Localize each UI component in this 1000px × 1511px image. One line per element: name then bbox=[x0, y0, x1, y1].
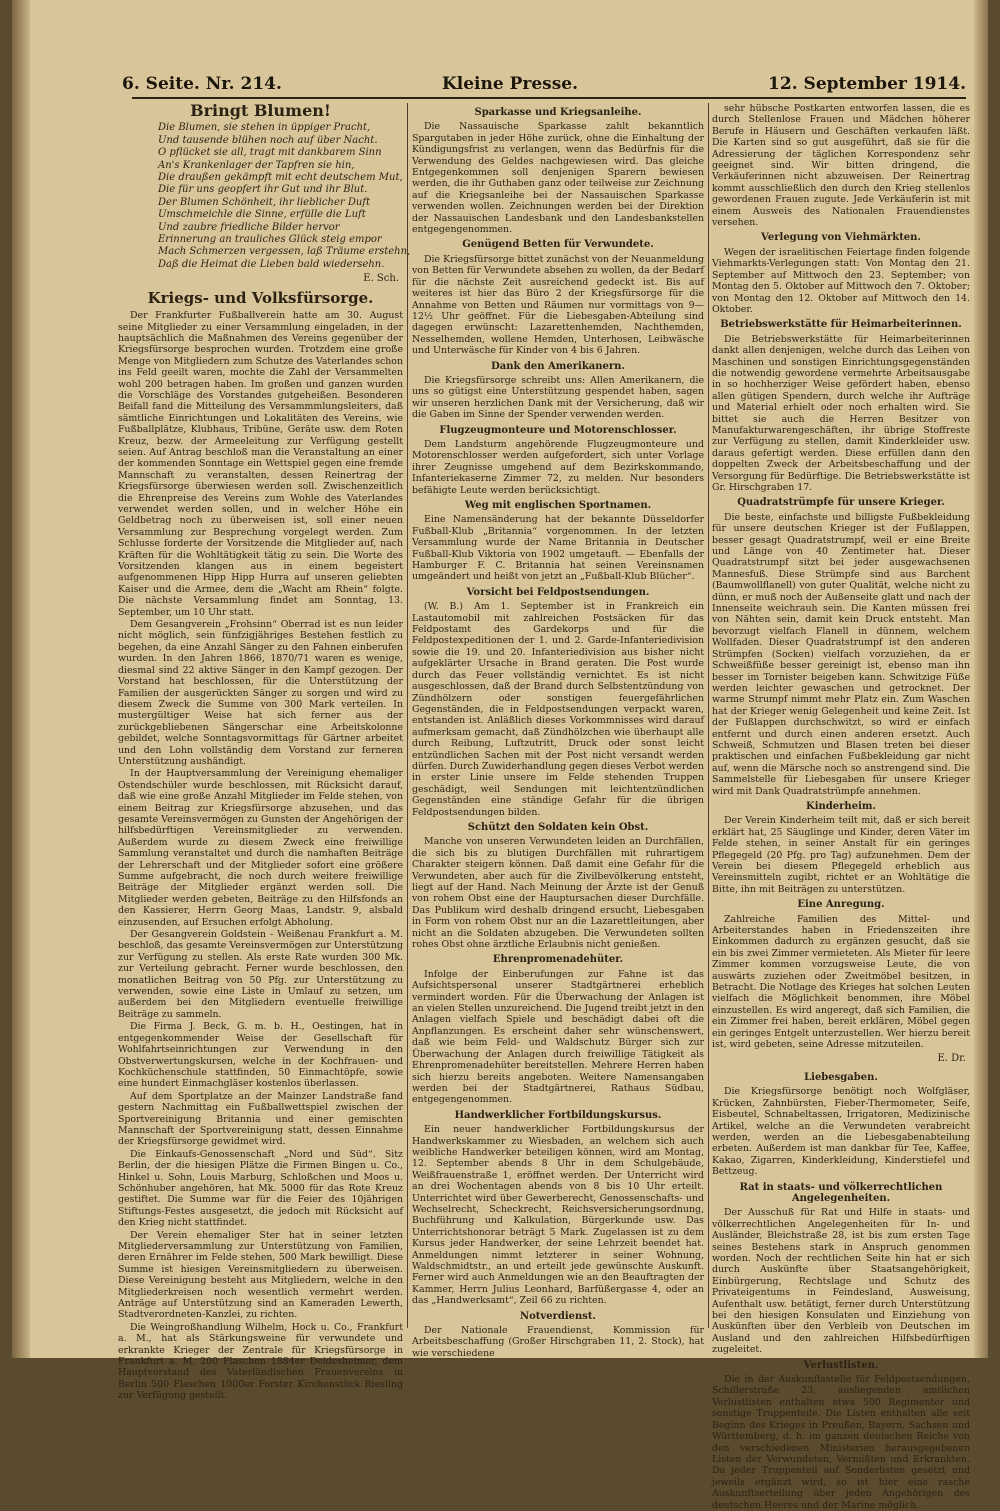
article-paragraph: Manche von unseren Verwundeten leiden an Durchfällen, die sich bis zu blutigen Durchfällen mit ruhrartigem Charakter steigern können. Daß damit eine Gefahr für die Verwundeten, aber auch für die Zivilbevölkerung entsteht, liegt auf der Hand. Nach Meinung der Ärzte ist der Genuß von rohem Obst eine der Hauptursachen dieser Durchfälle. Das Publikum wird deshalb dringend ersucht, Liebesgaben in Form von rohem Obst nur an die Lazarettleitungen, aber nicht an die Soldaten abzugeben. Die Verwundeten sollten rohes Obst ohne ärztliche Erlaubnis nicht genießen. bbox=[412, 836, 704, 951]
article-heading: Vorsicht bei Feldpostsendungen. bbox=[466, 586, 650, 598]
article-paragraph: Die Weingroßhandlung Wilhelm, Hock u. Co., Frankfurt a. M., hat als Stärkungsweine für verwundete und erkrankte Krieger der Zentrale für Kriegsfürsorge in Frankfurt a. M. 200 Flaschen 1884er Deidesheimer, dem Hauptvorstand des Vaterländischen Frauenvereins in Berlin 500 Flaschen 1900er Forster Kirchenstück Riesling zur Verfügung gestellt. bbox=[118, 1321, 403, 1402]
article-paragraph: Die Einkaufs-Genossenschaft „Nord und Süd“. Sitz Berlin, der die hiesigen Plätze die Firmen Bingen u. Co., Hinkel u. Sohn, Louis Marburg, Schloßchen und Moos u. Schönhuber angehören, hat Mk. 5000 für das Rote Kreuz gestiftet. Die Summe war für die Feier des 10jährigen Stiftungs-Festes ausgesetzt, die jedoch mit Rücksicht auf den Krieg nicht stattfindet. bbox=[118, 1148, 403, 1229]
poem-line: Mach Schmerzen vergessen, laß Träume erstehn, bbox=[158, 246, 411, 258]
poem-line: Umschmeichle die Sinne, erfülle die Luft bbox=[158, 209, 366, 221]
poem-line: An's Krankenlager der Tapfren sie hin, bbox=[158, 159, 355, 171]
article-signature: E. Dr. bbox=[937, 1052, 966, 1064]
binding-edge-left bbox=[12, 0, 30, 1358]
article-paragraph: Dem Landsturm angehörende Flugzeugmonteure und Motorenschlosser werden aufgefordert, sich unter Vorlage ihrer Zeugnisse umgehend auf dem Bezirkskommando, Infanteriekaserne Zimmer 72, zu melden. Nur besonders befähigte Leute werden berücksichtigt. bbox=[412, 438, 704, 496]
article-heading: Quadratstrümpfe für unsere Krieger. bbox=[737, 497, 945, 509]
article-heading: Notverdienst. bbox=[519, 1310, 597, 1322]
article-paragraph: Der Ausschuß für Rat und Hilfe in staats- und völkerrechtlichen Angelegenheiten für In- und Ausländer, Bleichstraße 28, ist bis zum ersten Tage seines Bestehens stark in Anspruch genommen worden. Noch der rechtlichen Seite hin hat er sich durch Auskünfte über Staatsangehörigkeit, Einbürgerung, Rechtslage und Schutz des Privateigentums in Feindesland, Ausweisung, Aufenthalt usw. betätigt, ferner durch Unterstützung bei den hiesigen Konsulaten und Einziehung von Auskünften über den Verbleib von Deutschen im Ausland und den zahlreichen Hilfsbedürftigen zugeleitet. bbox=[712, 1207, 970, 1356]
article-heading: Eine Anregung. bbox=[797, 899, 885, 911]
poem-line: Und tausende blühen noch auf über Nacht. bbox=[158, 134, 378, 146]
article-paragraph: Die Firma J. Beck, G. m. b. H., Oestingen, hat in entgegenkommender Weise der Gesellschaft für Wohlfahrtseinrichtungen zur Verwendung in den Obstverwertungskursen, welche in der Kochfrauen- und Kochküchenschule stattfinden, 50 Einmachtöpfe, sowie eine hundert Einmachgläser kostenlos überlassen. bbox=[118, 1021, 403, 1090]
poem-line: Daß die Heimat die Lieben bald wiedersehn. bbox=[158, 258, 385, 270]
article-heading: Kinderheim. bbox=[806, 800, 876, 812]
page-header bbox=[42, 74, 966, 96]
article-paragraph: Die Betriebswerkstätte für Heimarbeiterinnen dankt allen denjenigen, welche durch das Leihen von Maschinen und sonstigen Einrichtungsgegenständen die notwendig gewordene vermehrte Arbeitsausgabe in so hochherziger Weise gefördert haben, ebenso allen gütigen Spendern, durch welche ihr Aufträge und Material erhielt oder noch erhalten wird. Sie bittet sie auch die Herren Besitzer von Manufakturwarengeschäften, ihr übrige Stoffreste zur Verfügung zu stellen, damit Kinderkleider usw. daraus gefertigt werden. Diese erfüllen dann den doppelten Zweck der Arbeitsbeschaffung und der Versorgung für Bedürftige. Die Betriebswerkstätte ist Gr. Hirschgraben 17. bbox=[712, 333, 970, 493]
article-heading: Ehrenpromenadehüter. bbox=[492, 954, 624, 966]
binding-edge-right bbox=[974, 0, 988, 1358]
poem-line: Und zaubre friedliche Bilder hervor bbox=[158, 221, 340, 233]
article-heading: Dank den Amerikanern. bbox=[491, 360, 625, 372]
article-heading: Schützt den Soldaten kein Obst. bbox=[467, 821, 649, 833]
article-heading: Handwerklicher Fortbildungskursus. bbox=[454, 1109, 662, 1121]
poem bbox=[118, 122, 411, 271]
article-heading: Rat in staats- und völkerrechtlichen Angelegenheiten. bbox=[739, 1181, 943, 1204]
article-heading: Sparkasse und Kriegsanleihe. bbox=[474, 107, 642, 118]
section-title: Kriegs- und Volksfürsorge. bbox=[147, 288, 374, 307]
article-paragraph: Die beste, einfachste und billigste Fußbekleidung für unsere deutschen Krieger ist der Fußlappen, besser gesagt Quadratstrumpf, weil er eine Breite und Länge von 40 Zentimeter hat. Dieser Quadratstrumpf sitzt bei jeder ausgewachsenen Mannesfuß. Diese Strümpfe sind aus Barchent (Baumwollflanell) von guter Qualität, welche nicht zu dünn, er muß noch der Außenseite glatt und nach der Innenseite weichrauh sein. Die Kanten müssen frei von Nähten sein, damit kein Druck entsteht. Man bevorzugt vielfach Flanell in dünnem, welchem Wollfaden. Dieser Quadratstrumpf ist den anderen Strümpfen (Socken) vielfach vorzuziehen, da er Schweißfüße besser gereinigt ist, ebenso man ihn besser im Tornister beigeben kann. Schwitzige Füße werden leichter gewaschen und getrocknet. Der warme Strumpf nimmt mehr Platz ein. Zum Waschen hat der Krieger wenig Gelegenheit und keine Zeit. Ist der Fußlappen durchschwitzt, so wird er einfach entfernt und durch einen anderen ersetzt. Auch Schweiß, Schmutzen und Blasen treten bei dieser praktischen und einfachen Fußbekleidung gar nicht auf, wenn die Märsche noch so anstrengend sind. Die Sammelstelle für Liebesgaben für unsere Krieger wird mit Dank Quadratstrümpfe annehmen. bbox=[712, 511, 970, 797]
column-middle bbox=[412, 103, 704, 1359]
masthead: Kleine Presse. bbox=[442, 74, 579, 94]
article-heading: Verlustlisten. bbox=[803, 1359, 879, 1371]
article-paragraph: Der Gesangverein Goldstein - Weißenau Frankfurt a. M. beschloß, das gesamte Vereinsvermögen zur Unterstützung zur Verfügung zu stellen. Als erste Rate wurden 300 Mk. zur Verteilung gebracht. Ferner wurde beschlossen, den monatlichen Beitrag von 50 Pfg. zur Unterstützung zu verwenden, sowie eine Liste in Umlauf zu setzen, um außerdem bei den Mitgliedern eventuelle freiwillige Beiträge zu sammeln. bbox=[118, 929, 403, 1020]
article-heading: Liebesgaben. bbox=[804, 1071, 878, 1083]
column-right bbox=[712, 103, 970, 1511]
poem-title: Bringt Blumen! bbox=[190, 101, 331, 120]
article-paragraph: Auf dem Sportplatze an der Mainzer Landstraße fand gestern Nachmittag ein Fußballwettspiel zwischen der Sportvereinigung Britannia und einer gemischten Mannschaft der Sportvereinigung statt, dessen Einnahme der Kriegsfürsorge gewidmet wird. bbox=[118, 1090, 403, 1148]
article-heading: Weg mit englischen Sportnamen. bbox=[464, 500, 652, 511]
poem-line: Erinnerung an trauliches Glück steig empor bbox=[158, 234, 382, 246]
page-number: 6. Seite. Nr. 214. bbox=[122, 74, 282, 94]
article-paragraph: Eine Namensänderung hat der bekannte Düsseldorfer Fußball-Klub „Britannia“ vorgenommen. In der letzten Versammlung wurde der Name Britannia in Deutscher Fußball-Klub Viktoria von 1902 umgetauft. — Ebenfalls der Hamburger F. C. Britannia hat seinen Vereinsnamen umgeändert und heißt von jetzt an „Fußball-Klub Blücher“. bbox=[412, 514, 704, 583]
article-paragraph: Die Kriegsfürsorge bittet zunächst von der Neuanmeldung von Betten für Verwundete absehen zu wollen, da der Bedarf für die nächste Zeit ausreichend gedeckt ist. Bis auf weiteres ist hier das Büro 2 der Kriegsfürsorge für die Annahme von Betten und Räumen nur vormittags von 9—12½ Uhr geöffnet. Für die Liebesgaben-Abteilung sind dagegen erwünscht: Lazarettenhemden, Nachthemden, Nesselhemden, wollene Hemden, Unterhosen, Leibwäsche und Unterwäsche für Kinder von 4 bis 6 Jahren. bbox=[412, 253, 704, 357]
poem-line: Die draußen gekämpft mit echt deutschem Mut, bbox=[158, 172, 403, 184]
article-paragraph: Infolge der Einberufungen zur Fahne ist das Aufsichtspersonal unserer Stadtgärtnerei erheblich vermindert worden. Für die Überwachung der Anlagen ist an vielen Stellen unzureichend. Die Jugend treibt jetzt in den Anlagen vielfach Spiele und beschädigt dabei oft die Anpflanzungen. Es erscheint daher sehr wünschenswert, daß wie beim Feld- und Waldschutz Bürger sich zur Überwachung der Anlagen durch freiwillige Tätigkeit als Ehrenpromenadehüter bereitstellen. Mehrere Herren haben sich hierzu bereits angeboten. Weitere Namensangaben werden bei der Stadtgärtnerei, Rathaus Südbau, entgegengenommen. bbox=[412, 968, 704, 1106]
article-paragraph: Die in der Auskunftsstelle für Feldpostsendungen, Schillerstraße 23, ausliegenden amtlichen Verlustlisten enthalten etwa 500 Regimenter und sonstige Truppenteile. Die Listen enthalten alle seit Beginn des Krieges in Preußen, Bayern, Sachsen und Württemberg, d. h. im ganzen deutschen Reiche von den verschiedenen Ministerien herausgegebenen Listen der Verwundeten, Vermißten und Erkrankten. Da jeder Truppenteil auf Sonderlisten gesetzt und jeweils ergänzt wird, so ist hier eine rasche Auskunftserteilung über jeden Angehörigen des deutschen Heeres und der Marine möglich. bbox=[712, 1374, 970, 1511]
article-paragraph: Die Kriegsfürsorge schreibt uns: Allen Amerikanern, die uns so gütigst eine Unterstützung gespendet haben, sagen wir unseren herzlichen Dank mit der Versicherung, daß wir die Gaben im Sinne der Spender verwenden werden. bbox=[412, 374, 704, 421]
column-divider bbox=[407, 103, 408, 1328]
poem-line: Der Blumen Schönheit, ihr lieblicher Duft bbox=[158, 196, 370, 208]
poem-line: Die für uns geopfert ihr Gut und ihr Blut. bbox=[158, 184, 368, 196]
poem-line: Die Blumen, sie stehen in üppiger Pracht, bbox=[158, 122, 371, 134]
article-paragraph: Der Verein ehemaliger Ster hat in seiner letzten Mitgliederversammlung zur Unterstützung von Familien, deren Ernährer im Felde stehen, 500 Mark bewilligt. Diese Summe ist hiesigen Vereinsmitgliedern zu überweisen. Diese Vereinigung besteht aus Mitgliedern, welche in den Mitgliederkreisen noch wesentlich vermehrt werden. Anträge auf Unterstützung sind an Kameraden Lewerth, Stadtverordneten-Kanzlei, zu richten. bbox=[118, 1229, 403, 1321]
article-heading: Verlegung von Viehmärkten. bbox=[761, 232, 921, 244]
column-left bbox=[118, 101, 411, 1402]
article-paragraph: Dem Gesangverein „Frohsinn“ Oberrad ist es nun leider nicht möglich, sein fünfzigjähriges Bestehen festlich zu begehen, da eine Anzahl Sänger zu den Fahnen einberufen wurden. In den Jahren 1866, 1870/71 waren es wenige, diesmal sind 22 aktive Sänger in den Kampf gezogen. Der Vorstand hat beschlossen, für die Unterstützung der Familien der ausgerückten Sänger zu sorgen und wird zu diesem Zweck die Summe von 300 Mark verteilen. In mustergültiger Weise hat sich ferner aus der zurückgebliebenen Sängerschar eine Arbeitskolonne gebildet, welche Sonntagsvormittags für Gärtner arbeitet und den Lohn vollständig dem Vorstand zur ferneren Unterstützung aushändigt. bbox=[118, 619, 403, 767]
newspaper-page bbox=[12, 0, 988, 1511]
article-paragraph: Der Frankfurter Fußballverein hatte am 30. August seine Mitglieder zu einer Versammlung eingeladen, in der hauptsächlich die Maßnahmen des Vereins gegenüber der Kriegsfürsorge besprochen wurden. Trotzdem eine große Menge von Mitgliedern zum Schutze des Vaterlandes schon ins Feld geeilt waren, mochte die Zahl der Versammelten wohl 200 betragen haben. Im großen und ganzen wurden die Vorschläge des Vorstandes gutgeheißen. Besonderen Beifall fand die Mitteilung des Versammmlungsleiters, daß sämtliche Einrichtungen und Lokalitäten des Vereins, wie Fußballplätze, Klubhaus, Tribüne, Geräte usw. dem Roten Kreuz, bezw. der Armeeleitung zur Verfügung gestellt seien. Auf Antrag beschloß man die Veranstaltung an einer der kommenden Sonntage ein Wettspiel gegen eine fremde Mannschaft zu veranstalten, dessen Reinertrag der Kriegsfürsorge überwiesen werden soll. Zwischenzeitlich die Ehrenpreise des Vereins zum Wohle des Vaterlandes verwendet werden sollen, und in welcher Höhe ein Geldbetrag noch zu überweisen ist, soll einer neuen Versammlung zur Besprechung vorgelegt werden. Zum Schlusse forderte der Vorsitzende die Mitglieder auf, nach Kräften für die Wohltätigkeit tätig zu sein. Die Worte des Vorsitzenden klangen aus in einem begeistert aufgenommenen Hipp Hipp Hurra auf unseren geliebten Kaiser und die Armee, dem die „Wacht am Rhein“ folgte. Die nächste Versammlung findet am Sonntag, 13. September, um 10 Uhr statt. bbox=[118, 310, 403, 618]
article-paragraph: Der Verein Kinderheim teilt mit, daß er sich bereit erklärt hat, 25 Säuglinge und Kinder, deren Väter im Felde stehen, in seiner Anstalt für ein geringes Pflegegeld (20 Pfg. pro Tag) aufzunehmen. Dem der Verein bei diesem Pflegegeld erheblich aus Vereinsmitteln zugibt, richtet er an Wohltätige die Bitte, ihn mit Beiträgen zu unterstützen. bbox=[712, 815, 970, 895]
article-paragraph: Ein neuer handwerklicher Fortbildungskursus der Handwerkskammer zu Wiesbaden, an welchem sich auch weibliche Handwerker beteiligen können, wird am Montag, 12. September abends 8 Uhr in dem Schulgebäude, Weißfrauenstraße 1, eröffnet werden. Der Unterricht wird an drei Wochentagen abends von 8 bis 10 Uhr erteilt. Unterrichtet wird über Gewerberecht, Genossenschafts- und Wechselrecht, Scheckrecht, Reichsversicherungsordnung, Buchführung und Kalkulation, Bürgerkunde usw. Das Unterrichtshonorar beträgt 5 Mark. Zugelassen ist zu dem Kursus jeder Handwerker, der seine Lehrzeit beendet hat. Anmeldungen nimmt letzterer in seiner Wohnung, Waldschmidtstr., an und erteilt jede gewünschte Auskunft. Ferner wird auch Anmeldungen wie an den Beauftragten der Kammer, Herrn Julius Leonhard, Barfüßergasse 4, oder an das „Handwerksamt“, Zeil 66 zu richten. bbox=[412, 1124, 704, 1307]
article-paragraph: Die Kriegsfürsorge benötigt noch Wolfgläser, Krücken, Zahnbürsten, Fieber-Thermometer, Seife, Eisbeutel, Schnabeltassen, Irrigatoren, Medizinische Artikel, welche an die Verwundeten verabreicht werden, werden an die Liebesgabenabteilung erbeten. Außerdem ist man dankbar für Tee, Kaffee, Kakao, Zigarren, Kinderkleidung, Kinderstiefel und Bettzeug. bbox=[712, 1086, 970, 1178]
column-divider bbox=[708, 103, 709, 1328]
issue-date: 12. September 1914. bbox=[768, 74, 966, 94]
article-paragraph: Die Nassauische Sparkasse zahlt bekanntlich Spargutaben in jeder Höhe zurück, ohne die Einhaltung der Kündigungsfrist zu verlangen, wenn das Bedürfnis für die Verwendung des Geldes nachgewiesen wird. Das gleiche Entgegenkommen soll denjenigen Sparern bewiesen werden, die ihr Guthaben ganz oder teilweise zur Zeichnung auf die Kriegsanleihe bei der Nassauischen Sparkasse verwenden wollen. Zeichnungen werden bei der Direktion der Nassauischen Landesbank und den Landesbankstellen entgegengenommen. bbox=[412, 121, 704, 236]
article-heading: Genügend Betten für Verwundete. bbox=[462, 239, 654, 251]
article-paragraph: (W. B.) Am 1. September ist in Frankreich ein Lastautomobil mit zahlreichen Postsäcken für das Feldpostamt des Gardekorps und für die Feldpostexpeditionen der 1. und 2. Garde-Infanteriedivision sowie die 19. und 20. Infanteriedivision aus bisher nicht aufgeklärter Ursache in Brand geraten. Die Post wurde durch das Feuer vollständig vernichtet. Es ist nicht ausgeschlossen, daß der Brand durch Selbstentzündung von Zündhölzern oder sonstigen feuergefährlichen Gegenständen, die in Feldpostsendungen verpackt waren, entstanden ist. Anläßlich dieses Vorkommnisses wird darauf aufmerksam gemacht, daß Zündhölzchen wie überhaupt alle durch Reibung, Luftzutritt, Druck oder sonst leicht entzündlichen Sachen mit der Post nicht versandt werden dürfen. Durch Zuwiderhandlung gegen dieses Verbot werden in erster Linie unsere im Felde stehenden Truppen geschädigt, weil Sendungen mit leichtentzündlichen Gegenständen eine ständige Gefahr für die übrigen Feldpostsendungen bilden. bbox=[412, 601, 704, 818]
article-paragraph: Zahlreiche Familien des Mittel- und Arbeiterstandes haben in Friedenszeiten ihre Einkommen dadurch zu ergänzen gesucht, daß sie ein bis zwei Zimmer vermieteten. Als Mieter für leere Zimmer kommen vorzugsweise Leute, die von auswärts zuziehen oder Zweitmöbel besitzen, in Betracht. Die Notlage des Krieges hat solchen Leuten vielfach die Möglichkeit benommen, ihre Möbel einzustellen. Es wird angeregt, daß sich Familien, die ein Zimmer frei haben, bereit erklären, Möbel gegen ein geringes Entgelt unterzustellen. Wer hierzu bereit ist, wird gebeten, seine Adresse mitzuteilen. bbox=[712, 913, 970, 1051]
article-paragraph: Wegen der israelitischen Feiertage finden folgende Viehmarkts-Verlegungen statt: Von Montag den 21. September auf Mittwoch den 23. September; von Montag den 5. Oktober auf Mittwoch den 7. Oktober; von Montag den 12. Oktober auf Mittwoch den 14. Oktober. bbox=[712, 246, 970, 315]
article-paragraph: Der Nationale Frauendienst, Kommission für Arbeitsbeschaffung (Großer Hirschgraben 11, 2. Stock), hat wie verschiedene bbox=[412, 1325, 704, 1359]
poem-line: O pflücket sie all, tragt mit dankbarem Sinn bbox=[158, 147, 382, 159]
article-paragraph: In der Hauptversammlung der Vereinigung ehemaliger Ostendschüler wurde beschlossen, mit Rücksicht darauf, daß wie eine große Anzahl Mitglieder im Felde stehen, von einem Beitrag zur Kriegsfürsorge abzusehen, und das gesamte Vereinsvermögen zu Gunsten der Angehörigen der hilfsbedürftigen Vereinsmitglieder zu verwenden. Außerdem wurde zu diesem Zweck eine freiwillige Sammlung veranstaltet und durch die namhaften Beiträge der Lehrerschaft und der Mitglieder sofort eine größere Summe aufgebracht, die noch durch weitere freiwillige Beiträge der Mitglieder ergänzt werden soll. Die Mitglieder werden gebeten, Beiträge zu den Hilfsfonds an den Kassierer, Herrn Georg Maas, Landstr. 9, alsbald einzusenden, auf Ersuchen erfolgt Abholung. bbox=[118, 768, 403, 928]
header-rule bbox=[132, 97, 966, 99]
article-paragraph: sehr hübsche Postkarten entworfen lassen, die es durch Stellenlose Frauen und Mädchen höherer Berufe in Häusern und Geschäften verkaufen läßt. Die Karten sind so gut ausgeführt, daß sie für die Adressierung der täglichen Korrespondenz sehr geeignet sind. Wir bitten dringend, die Verkäuferinnen nicht abzuweisen. Der Reinertrag kommt ausschließlich den durch den Krieg stellenlos gewordenen Frauen zugute. Jede Verkäuferin ist mit einem Ausweis des Nationalen Frauendienstes versehen. bbox=[712, 103, 970, 229]
article-heading: Flugzeugmonteure und Motorenschlosser. bbox=[439, 424, 677, 436]
poem-signature: E. Sch. bbox=[363, 273, 399, 285]
article-heading: Betriebswerkstätte für Heimarbeiterinnen. bbox=[720, 319, 962, 331]
